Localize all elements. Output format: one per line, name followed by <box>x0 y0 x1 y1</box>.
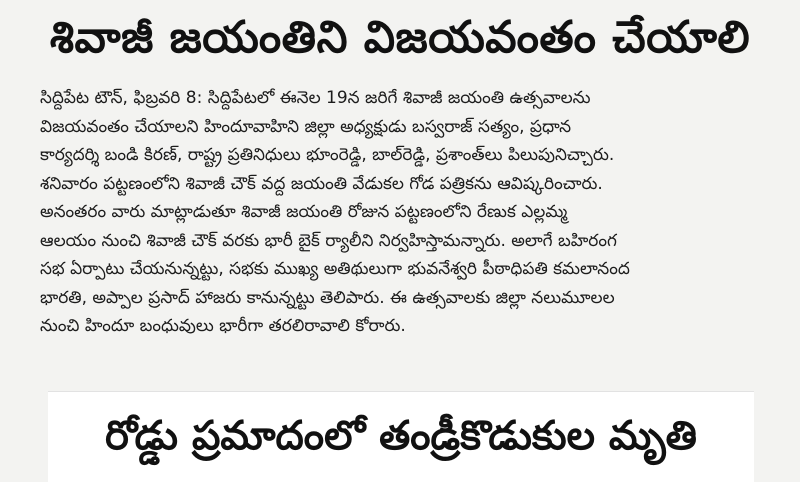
article-body-line: సభ ఏర్పాటు చేయనున్నట్టు, సభకు ముఖ్య అతిథులుగా భువనేశ్వరి పీఠాధిపతి కమలానంద <box>40 259 630 279</box>
article-body-line: భారతి, అప్పాల ప్రసాద్ హాజరు కానున్నట్టు తెలిపారు. ఈ ఉత్సవాలకు జిల్లా నలుమూలల <box>40 287 615 308</box>
article-body-line: సిద్దిపేట టౌన్, ఫిబ్రవరి 8: సిద్దిపేటలో ఈనెల 19న జరిగే శివాజీ జయంతి ఉత్సవాలను <box>40 88 591 108</box>
next-article-box <box>48 391 754 482</box>
article-body-line: నుంచి హిందూ బంధువులు భారీగా తరలిరావాలి కోరారు. <box>40 316 406 336</box>
article-body-line: విజయవంతం చేయాలని హిందూవాహిని జిల్లా అధ్యక్షుడు బస్వరాజ్ సత్యం, ప్రధాన <box>40 116 572 137</box>
article-body-line: కార్యదర్శి బండి కిరణ్, రాష్ట్ర ప్రతినిధులు భూంరెడ్డి, బాల్‌రెడ్డి, ప్రశాంత్‌లు పిలుపునిచ్చారు. <box>40 145 615 165</box>
article-body-line: ఆలయం నుంచి శివాజీ చౌక్ వరకు భారీ బైక్ ర్యాలీని నిర్వహిస్తామన్నారు. అలాగే బహిరంగ <box>40 230 617 251</box>
article-headline: శివాజీ జయంతిని విజయవంతం చేయాలి <box>49 12 751 63</box>
next-article-headline: రోడ్డు ప్రమాదంలో తండ్రీకొడుకుల మృతి <box>105 413 697 459</box>
article-body <box>40 84 766 374</box>
article-body-line: అనంతరం వారు మాట్లాడుతూ శివాజీ జయంతి రోజున పట్టణంలోని రేణుక ఎల్లమ్మ <box>40 202 568 222</box>
article-body-line: శనివారం పట్టణంలోని శివాజీ చౌక్ వద్ద జయంతి వేడుకల గోడ పత్రికను ఆవిష్కరించారు. <box>40 173 603 194</box>
